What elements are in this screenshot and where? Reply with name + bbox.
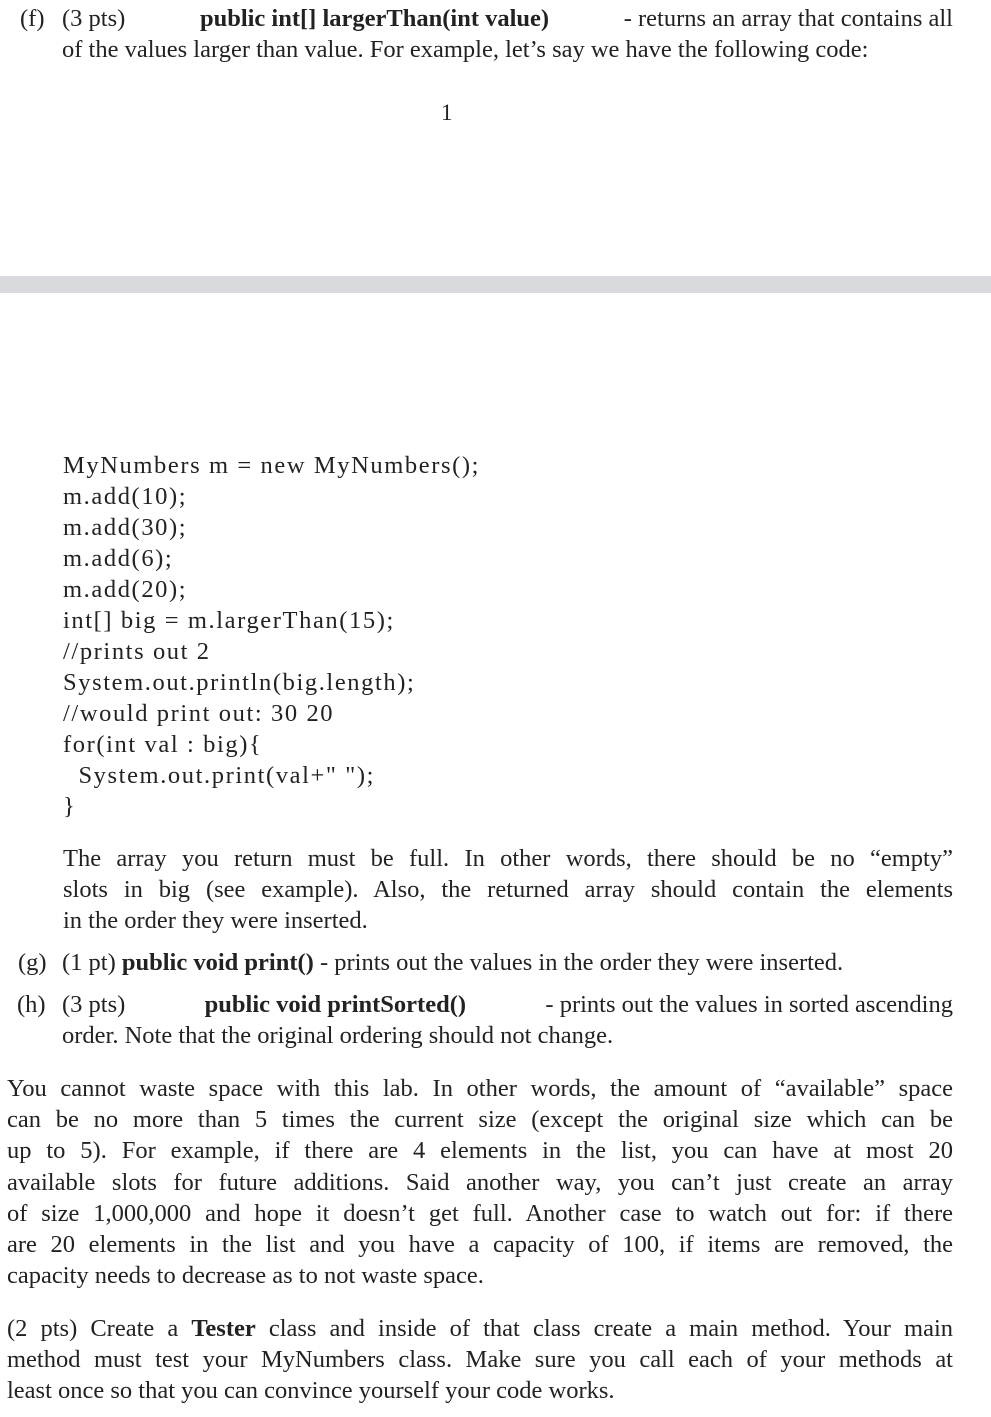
- code-line: int[] big = m.largerThan(15);: [63, 607, 395, 634]
- space-requirement-paragraph: [7, 1073, 953, 1291]
- code-line: //prints out 2: [63, 638, 211, 665]
- tester-line3: least once so that you can convince yourself your code works.: [7, 1377, 615, 1405]
- tester-line1: [7, 1313, 953, 1344]
- code-line: m.add(20);: [63, 576, 188, 603]
- code-line: m.add(6);: [63, 545, 174, 572]
- code-line: //would print out: 30 20: [63, 700, 335, 727]
- code-line: MyNumbers m = new MyNumbers();: [63, 452, 481, 479]
- item-g-signature: public void print(): [121, 949, 314, 976]
- item-h-desc-line2: order. Note that the original ordering should not change.: [62, 1022, 614, 1049]
- paragraph-line: available slots for future additions. Said another way, you can’t just create an array: [7, 1168, 953, 1196]
- item-h-signature: public void printSorted(): [204, 991, 467, 1018]
- tester-points: (2 pts): [7, 1315, 78, 1342]
- item-h-desc-line1: - prints out the values in sorted ascending: [545, 991, 953, 1018]
- item-f-label: (f): [20, 5, 45, 32]
- item-f-desc-line1: - returns an array that contains all: [623, 5, 953, 32]
- paragraph-line: are 20 elements in the list and you have a capacity of 100, if items are removed, the: [7, 1231, 953, 1259]
- code-line: System.out.print(val+" ");: [63, 762, 376, 789]
- code-line: System.out.println(big.length);: [63, 669, 416, 696]
- paragraph-line: capacity needs to decrease as to not waste space.: [7, 1262, 484, 1290]
- item-f-line1: [62, 3, 953, 34]
- item-f-note-line: slots in big (see example). Also, the returned array should contain the elements: [63, 876, 953, 904]
- paragraph-line: up to 5). For example, if there are 4 elements in the list, you can have at most 20: [7, 1137, 953, 1165]
- tester-class-name: Tester: [191, 1315, 256, 1342]
- tester-paragraph: [7, 1313, 953, 1407]
- paragraph-line: of size 1,000,000 and hope it doesn’t get full. Another case to watch out for: if there: [7, 1199, 953, 1227]
- item-h-line1: [62, 989, 953, 1020]
- page-number: 1: [441, 100, 453, 125]
- item-g-line: [62, 947, 843, 978]
- item-f-note-line: in the order they were inserted.: [63, 907, 368, 935]
- tester-pre: Create a: [90, 1315, 179, 1342]
- paragraph-line: can be no more than 5 times the current size (except the original size which can be: [7, 1106, 953, 1134]
- item-g-desc: - prints out the values in the order they were inserted.: [319, 949, 844, 976]
- code-line: }: [63, 793, 77, 820]
- code-line: m.add(30);: [63, 514, 188, 541]
- item-h-label: (h): [17, 991, 46, 1018]
- item-f-desc-line2: of the values larger than value. For example, let’s say we have the following code:: [62, 36, 869, 63]
- item-f-note: [63, 843, 953, 937]
- tester-line1-rest: class and inside of that class create a main method. Your main: [268, 1315, 953, 1342]
- code-line: m.add(10);: [63, 483, 188, 510]
- item-g-label: (g): [18, 949, 47, 976]
- item-g-points: (1 pt): [62, 949, 116, 976]
- code-line: for(int val : big){: [63, 731, 263, 758]
- tester-line2: method must test your MyNumbers class. Make sure you call each of your methods at: [7, 1346, 953, 1374]
- item-f-points: (3 pts): [62, 5, 126, 32]
- paragraph-line: You cannot waste space with this lab. In other words, the amount of “available” space: [7, 1075, 953, 1102]
- item-h-points: (3 pts): [62, 991, 126, 1018]
- item-f-signature: public int[] largerThan(int value): [199, 5, 550, 32]
- page-break-divider: [0, 276, 991, 293]
- item-f-note-line: The array you return must be full. In other words, there should be no “empty”: [63, 845, 953, 872]
